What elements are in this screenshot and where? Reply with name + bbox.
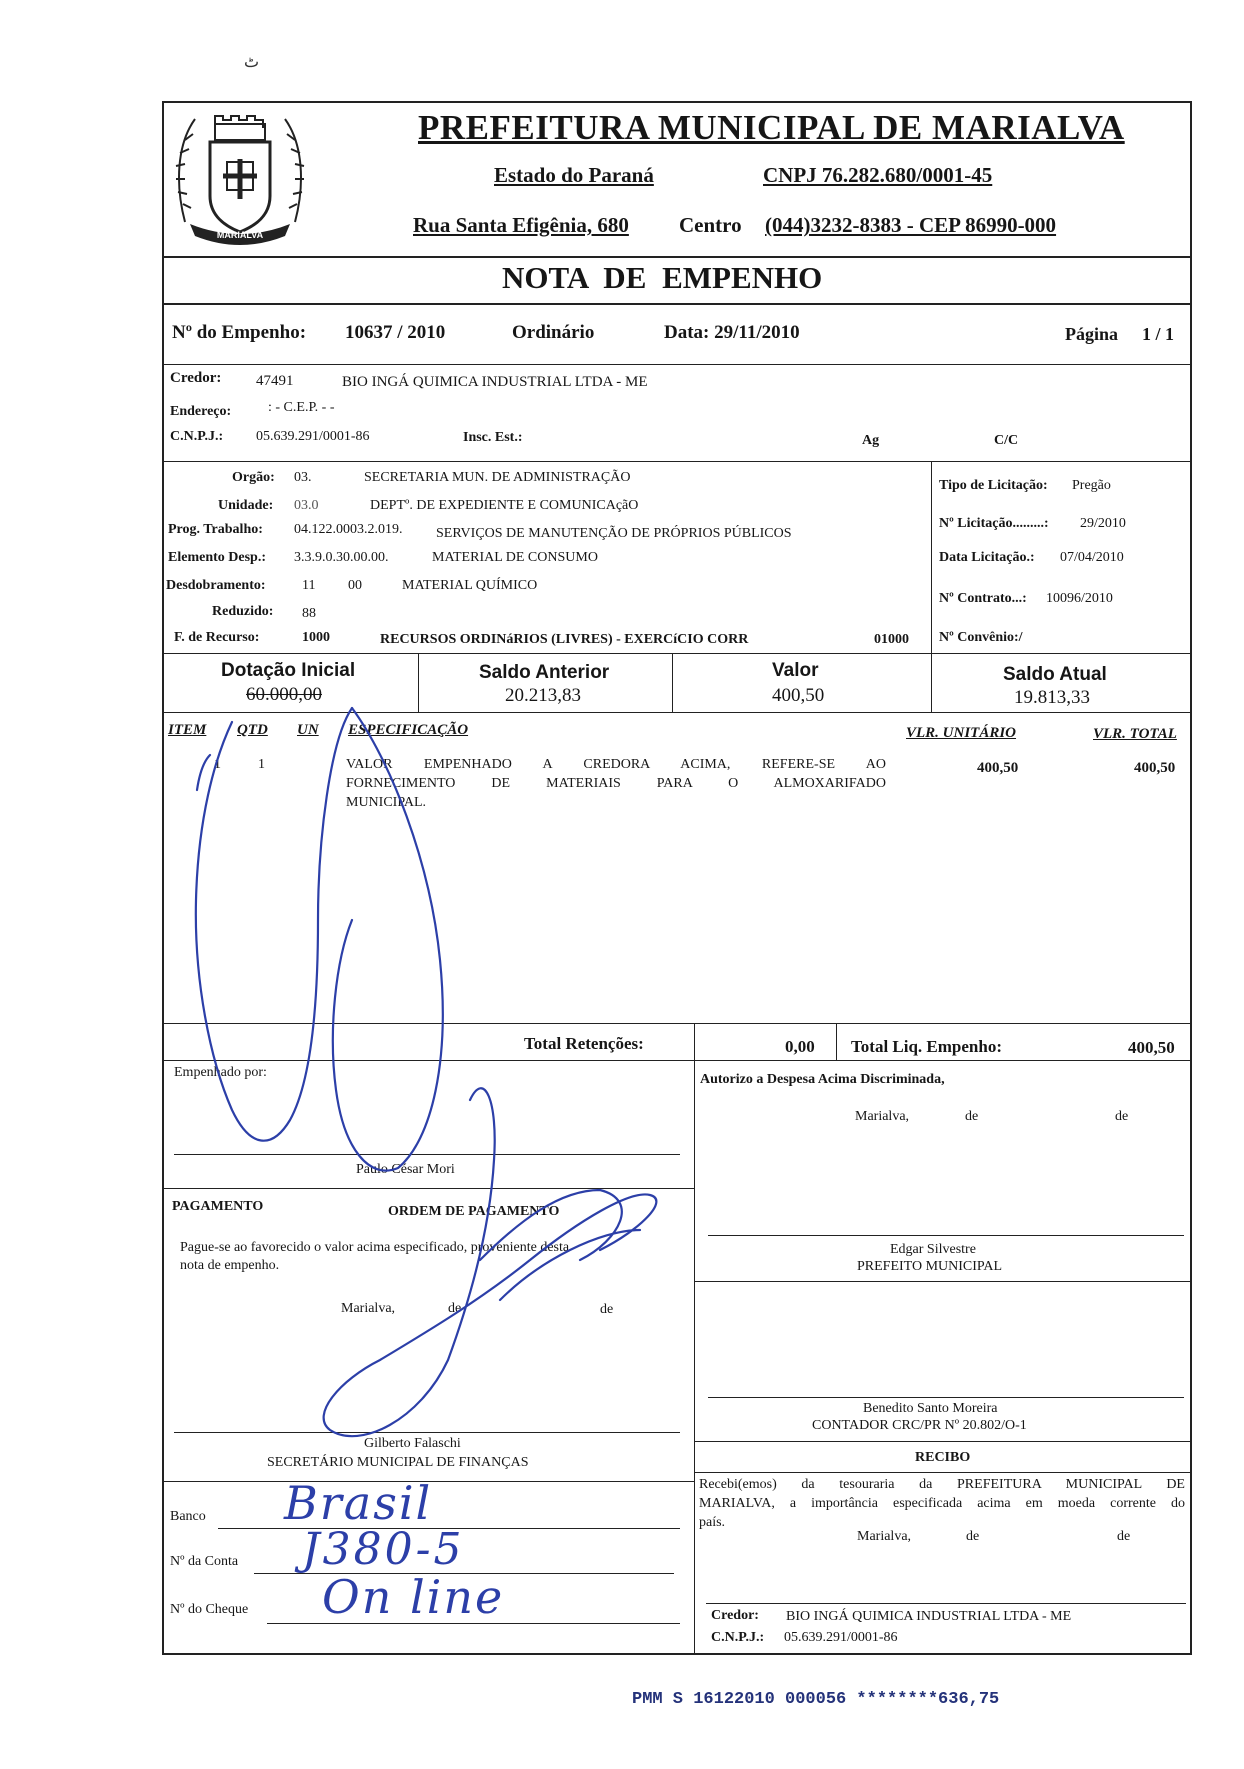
header-cnpj: CNPJ 76.282.680/0001-45 bbox=[763, 163, 993, 187]
prog-desc: SERVIÇOS DE MANUTENÇÃO DE PRÓPRIOS PÚBLICOS bbox=[436, 526, 792, 541]
col-vlr-unitario: VLR. UNITÁRIO bbox=[906, 725, 1017, 741]
item-spec-line-1: VALOR EMPENHADO A CREDORA ACIMA, REFERE-SE AO bbox=[346, 757, 886, 772]
recibo-title: RECIBO bbox=[915, 1450, 971, 1465]
cheque-handwritten: On line bbox=[322, 1570, 505, 1624]
divider bbox=[162, 256, 1192, 258]
recibo-credor: BIO INGÁ QUIMICA INDUSTRIAL LTDA - ME bbox=[786, 1609, 1072, 1624]
item-number: 1 bbox=[214, 757, 221, 772]
conta-handwritten: J380-5 bbox=[302, 1524, 465, 1575]
num-licitacao: 29/2010 bbox=[1080, 516, 1126, 531]
credor-cnpj-label: C.N.P.J.: bbox=[170, 429, 224, 444]
elemento-label: Elemento Desp.: bbox=[168, 550, 266, 565]
page-title: PREFEITURA MUNICIPAL DE MARIALVA bbox=[418, 108, 1125, 147]
divider bbox=[162, 1188, 694, 1189]
endereco-value: : - C.E.P. - - bbox=[268, 400, 335, 415]
pagamento-city: Marialva, bbox=[341, 1301, 396, 1316]
document-title: NOTA DE EMPENHO bbox=[502, 260, 823, 295]
empenho-date: Data: 29/11/2010 bbox=[664, 322, 800, 343]
cc-label: C/C bbox=[994, 433, 1019, 448]
conta-label: Nº da Conta bbox=[170, 1554, 239, 1569]
ag-label: Ag bbox=[862, 433, 880, 448]
saldo-anterior-label: Saldo Anterior bbox=[479, 662, 610, 683]
signature-line bbox=[174, 1432, 680, 1433]
recurso-desc: RECURSOS ORDINáRIOS (LIVRES) - EXERCíCIO CORR bbox=[380, 632, 749, 647]
orgao-code: 03. bbox=[294, 470, 312, 485]
divider bbox=[931, 461, 932, 654]
secretario-name: Gilberto Falaschi bbox=[364, 1436, 461, 1451]
item-spec-line-3: MUNICIPAL. bbox=[346, 795, 426, 810]
credor-cnpj: 05.639.291/0001-86 bbox=[256, 429, 370, 444]
col-especificacao: ESPECIFICAÇÃO bbox=[348, 722, 469, 738]
col-qtd: QTD bbox=[237, 722, 268, 738]
liq-empenho-label: Total Liq. Empenho: bbox=[851, 1037, 1002, 1056]
item-unit-value: 400,50 bbox=[977, 760, 1019, 776]
recurso-code: 1000 bbox=[302, 630, 330, 645]
signature-line bbox=[708, 1397, 1184, 1398]
divider bbox=[694, 1023, 695, 1061]
liq-empenho-value: 400,50 bbox=[1128, 1038, 1175, 1057]
divider bbox=[162, 712, 1192, 713]
item-total-value: 400,50 bbox=[1134, 760, 1176, 776]
footer-stamp: PMM S 16122010 000056 ********636,75 bbox=[632, 1690, 1000, 1709]
endereco-label: Endereço: bbox=[170, 404, 232, 419]
ordem-pagamento-label: ORDEM DE PAGAMENTO bbox=[388, 1204, 560, 1219]
empenhado-label: Empenhado por: bbox=[174, 1065, 267, 1080]
credor-code: 47491 bbox=[256, 373, 294, 389]
divider bbox=[162, 303, 1192, 305]
autorizo-city: Marialva, bbox=[855, 1109, 910, 1124]
recurso-code-2: 01000 bbox=[874, 632, 909, 647]
empenho-label: Nº do Empenho: bbox=[172, 322, 307, 343]
signature-line bbox=[174, 1154, 680, 1155]
desdobramento-code-2: 00 bbox=[348, 578, 362, 593]
prefeito-role: PREFEITO MUNICIPAL bbox=[857, 1259, 1003, 1274]
divider bbox=[162, 461, 1192, 462]
divider bbox=[836, 1023, 837, 1061]
contrato-number: 10096/2010 bbox=[1046, 591, 1113, 606]
unidade-code: 03.0 bbox=[294, 498, 319, 513]
saldo-atual-label: Saldo Atual bbox=[1003, 664, 1107, 685]
recibo-line-2: MARIALVA, a importância especificada acima em moeda corrente do bbox=[699, 1496, 1185, 1511]
divider bbox=[162, 364, 1192, 365]
empenhado-signer: Paulo César Mori bbox=[356, 1162, 455, 1177]
header-state: Estado do Paraná bbox=[494, 163, 654, 187]
page-label: Página bbox=[1065, 324, 1119, 344]
header-district: Centro bbox=[679, 213, 742, 237]
data-licitacao: 07/04/2010 bbox=[1060, 550, 1124, 565]
tipo-licitacao-label: Tipo de Licitação: bbox=[939, 478, 1048, 493]
col-un: UN bbox=[297, 722, 319, 738]
tipo-licitacao: Pregão bbox=[1072, 478, 1111, 493]
divider bbox=[694, 1060, 695, 1655]
prefeito-name: Edgar Silvestre bbox=[890, 1242, 976, 1257]
desdobramento-code: 11 bbox=[302, 578, 316, 593]
autorizo-label: Autorizo a Despesa Acima Discriminada, bbox=[700, 1072, 945, 1087]
recibo-city: Marialva, bbox=[857, 1529, 912, 1544]
contador-name: Benedito Santo Moreira bbox=[863, 1401, 998, 1416]
saldo-anterior-value: 20.213,83 bbox=[505, 685, 581, 706]
recibo-cnpj-label: C.N.P.J.: bbox=[711, 1630, 765, 1645]
saldo-atual-value: 19.813,33 bbox=[1014, 687, 1090, 708]
credor-name: BIO INGÁ QUIMICA INDUSTRIAL LTDA - ME bbox=[342, 374, 648, 390]
divider bbox=[694, 1472, 1192, 1473]
divider bbox=[672, 653, 673, 713]
secretario-role: SECRETÁRIO MUNICIPAL DE FINANÇAS bbox=[267, 1455, 529, 1470]
elemento-desc: MATERIAL DE CONSUMO bbox=[432, 550, 598, 565]
divider bbox=[162, 653, 1192, 654]
contador-role: CONTADOR CRC/PR Nº 20.802/O-1 bbox=[812, 1418, 1027, 1433]
elemento-code: 3.3.9.0.30.00.00. bbox=[294, 550, 389, 565]
header-street: Rua Santa Efigênia, 680 bbox=[413, 213, 629, 237]
pagamento-text-line-1: Pague-se ao favorecido o valor acima especificado, proveniente desta bbox=[180, 1240, 570, 1255]
unidade-label: Unidade: bbox=[218, 498, 274, 513]
signature-line bbox=[706, 1603, 1186, 1604]
svg-text:MARIALVA: MARIALVA bbox=[216, 230, 264, 240]
cheque-label: Nº do Cheque bbox=[170, 1602, 249, 1617]
prog-label: Prog. Trabalho: bbox=[168, 522, 263, 537]
reduzido-code: 88 bbox=[302, 606, 316, 621]
col-vlr-total: VLR. TOTAL bbox=[1093, 726, 1177, 742]
unidade-desc: DEPTº. DE EXPEDIENTE E COMUNICAçãO bbox=[370, 498, 639, 513]
header-phone-cep: (044)3232-8383 - CEP 86990-000 bbox=[765, 213, 1057, 237]
recibo-de-1: de bbox=[966, 1529, 980, 1544]
pagamento-text-line-2: nota de empenho. bbox=[180, 1258, 280, 1273]
contrato-label: Nº Contrato...: bbox=[939, 591, 1027, 606]
desdobramento-desc: MATERIAL QUÍMICO bbox=[402, 578, 538, 593]
desdobramento-label: Desdobramento: bbox=[166, 578, 266, 593]
prog-code: 04.122.0003.2.019. bbox=[294, 522, 403, 537]
municipal-coat-of-arms bbox=[165, 104, 315, 252]
autorizo-de-2: de bbox=[1115, 1109, 1129, 1124]
dotacao-inicial-value: 60.000,00 bbox=[246, 684, 322, 705]
convenio-label: Nº Convênio:/ bbox=[939, 630, 1023, 645]
divider bbox=[162, 1023, 1192, 1024]
reduzido-label: Reduzido: bbox=[212, 604, 274, 619]
item-qtd: 1 bbox=[258, 757, 265, 772]
dotacao-inicial-label: Dotação Inicial bbox=[221, 660, 356, 681]
valor-value: 400,50 bbox=[772, 685, 825, 706]
retencoes-value: 0,00 bbox=[785, 1037, 815, 1056]
retencoes-label: Total Retenções: bbox=[524, 1034, 644, 1053]
pagamento-de-1: de bbox=[448, 1301, 462, 1316]
divider bbox=[162, 1060, 1192, 1061]
recibo-de-2: de bbox=[1117, 1529, 1131, 1544]
scan-mark: ٹ bbox=[244, 54, 260, 71]
item-spec-line-2: FORNECIMENTO DE MATERIAIS PARA O ALMOXARIFADO bbox=[346, 776, 886, 791]
divider bbox=[931, 653, 932, 713]
data-licitacao-label: Data Licitação.: bbox=[939, 550, 1035, 565]
recurso-label: F. de Recurso: bbox=[174, 630, 260, 645]
divider bbox=[418, 653, 419, 713]
orgao-desc: SECRETARIA MUN. DE ADMINISTRAÇÃO bbox=[364, 470, 631, 485]
banco-handwritten: Brasil bbox=[284, 1476, 433, 1530]
recibo-cnpj: 05.639.291/0001-86 bbox=[784, 1630, 898, 1645]
autorizo-de-1: de bbox=[965, 1109, 979, 1124]
divider bbox=[694, 1281, 1192, 1282]
num-licitacao-label: Nº Licitação.........: bbox=[939, 516, 1049, 531]
valor-label: Valor bbox=[772, 660, 819, 681]
pagamento-de-2: de bbox=[600, 1302, 614, 1317]
table-row bbox=[162, 750, 1192, 830]
recibo-credor-label: Credor: bbox=[711, 1608, 759, 1623]
insc-est-label: Insc. Est.: bbox=[463, 430, 523, 445]
page-number: 1 / 1 bbox=[1142, 324, 1175, 344]
divider bbox=[694, 1441, 1192, 1442]
banco-label: Banco bbox=[170, 1509, 206, 1524]
orgao-label: Orgão: bbox=[232, 470, 275, 485]
signature-line bbox=[708, 1235, 1184, 1236]
recibo-line-1: Recebi(emos) da tesouraria da PREFEITURA MUNICIPAL DE bbox=[699, 1477, 1185, 1492]
empenho-type: Ordinário bbox=[512, 322, 595, 343]
pagamento-label: PAGAMENTO bbox=[172, 1199, 264, 1214]
recibo-line-3: país. bbox=[699, 1515, 726, 1530]
col-item: ITEM bbox=[168, 722, 207, 738]
credor-label: Credor: bbox=[170, 370, 222, 386]
empenho-number: 10637 / 2010 bbox=[345, 322, 446, 343]
